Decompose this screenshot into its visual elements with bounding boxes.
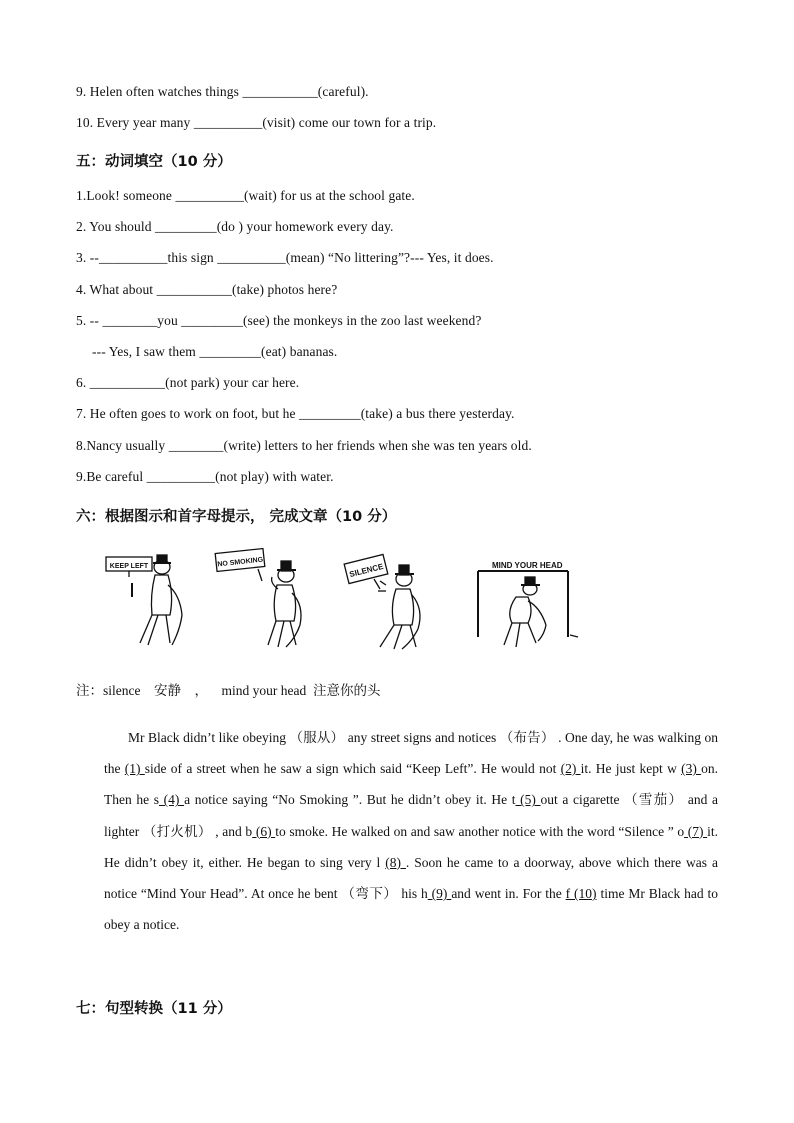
passage-text: . Soon he came to a doorway, above which there was a notice “Mind Your Head”. At once he bent （弯下） his h bbox=[104, 854, 718, 902]
verb-question-9: 9.Be careful __________(not play) with water. bbox=[76, 469, 334, 484]
passage-text: it. He just kept w bbox=[580, 761, 682, 777]
passage-text: and went in. For the bbox=[451, 886, 566, 902]
verb-question-5-answer: --- Yes, I saw them _________(eat) bananas. bbox=[92, 344, 338, 359]
passage-text: on. Then he s bbox=[104, 761, 718, 808]
section-5-heading: 五：动词填空（10 分） bbox=[76, 154, 232, 170]
note-separator: ， bbox=[194, 683, 208, 699]
no-smoking-sign: NO SMOKING bbox=[217, 556, 264, 569]
blank-8: (8) bbox=[385, 854, 406, 870]
verb-question-2: 2. You should _________(do ) your homework every day. bbox=[76, 219, 394, 234]
silence-sign: SILENCE bbox=[348, 561, 385, 580]
note-meaning-silence: 安静 bbox=[153, 683, 181, 699]
section-7-heading: 七：句型转换（11 分） bbox=[76, 1001, 232, 1017]
verb-question-1: 1.Look! someone __________(wait) for us at the school gate. bbox=[76, 188, 415, 203]
blank-2: (2) bbox=[560, 761, 581, 777]
blank-3: (3) bbox=[681, 761, 702, 777]
passage-text: it. He didn’t obey it, either. He began to sing very l bbox=[104, 823, 718, 870]
keep-left-sign: KEEP LEFT bbox=[109, 563, 149, 570]
verb-question-6: 6. ___________(not park) your car here. bbox=[76, 375, 300, 390]
question-9-careful: 9. Helen often watches things ___________(careful). bbox=[76, 84, 369, 99]
mind-your-head-figure bbox=[478, 571, 578, 647]
verb-question-5: 5. -- ________you _________(see) the monkeys in the zoo last weekend? bbox=[76, 313, 482, 328]
verb-question-7: 7. He often goes to work on foot, but he _________(take) a bus there yesterday. bbox=[76, 406, 515, 421]
passage-text: time Mr Black had to obey a notice. bbox=[104, 886, 719, 933]
blank-9: (9) bbox=[427, 886, 452, 902]
mind-your-head-sign: MIND YOUR HEAD bbox=[492, 561, 563, 570]
blank-5: (5) bbox=[515, 792, 541, 808]
passage-text: to smoke. He walked on and saw another notice with the word “Silence ” o bbox=[275, 823, 685, 839]
blank-6: (6) bbox=[252, 823, 276, 839]
section-6-heading: 六：根据图示和首字母提示， 完成文章（10 分） bbox=[76, 509, 397, 525]
blank-4: (4) bbox=[159, 792, 185, 808]
note-word-silence: silence bbox=[103, 683, 141, 698]
passage-text: out a cigarette （雪茄） and a lighter （打火机） , and b bbox=[104, 792, 718, 839]
passage-text: a notice saying “No Smoking ”. But he didn’t obey it. He t bbox=[184, 792, 516, 808]
blank-1: (1) bbox=[124, 761, 145, 777]
verb-question-4: 4. What about ___________(take) photos here? bbox=[76, 282, 338, 297]
verb-question-3: 3. --__________this sign __________(mean) “No littering”?--- Yes, it does. bbox=[76, 250, 494, 265]
passage-text: Mr Black didn’t like obeying （服从） any street signs and notices （布告） . One day, he was walking on the bbox=[104, 730, 718, 777]
cloze-passage bbox=[104, 722, 718, 940]
sign-illustrations bbox=[100, 545, 590, 655]
vocabulary-note bbox=[76, 679, 380, 699]
blank-7: (7) bbox=[684, 823, 708, 839]
blank-10: f (10) bbox=[565, 886, 597, 902]
note-meaning-mind-your-head: 注意你的头 bbox=[312, 683, 381, 699]
verb-question-8: 8.Nancy usually ________(write) letters to her friends when she was ten years old. bbox=[76, 438, 532, 453]
note-prefix: 注： bbox=[76, 683, 103, 699]
passage-text: side of a street when he saw a sign which said “Keep Left”. He would not bbox=[144, 761, 561, 777]
note-word-mind-your-head: mind your head bbox=[221, 683, 307, 698]
question-10-visit: 10. Every year many __________(visit) come our town for a trip. bbox=[76, 115, 437, 130]
